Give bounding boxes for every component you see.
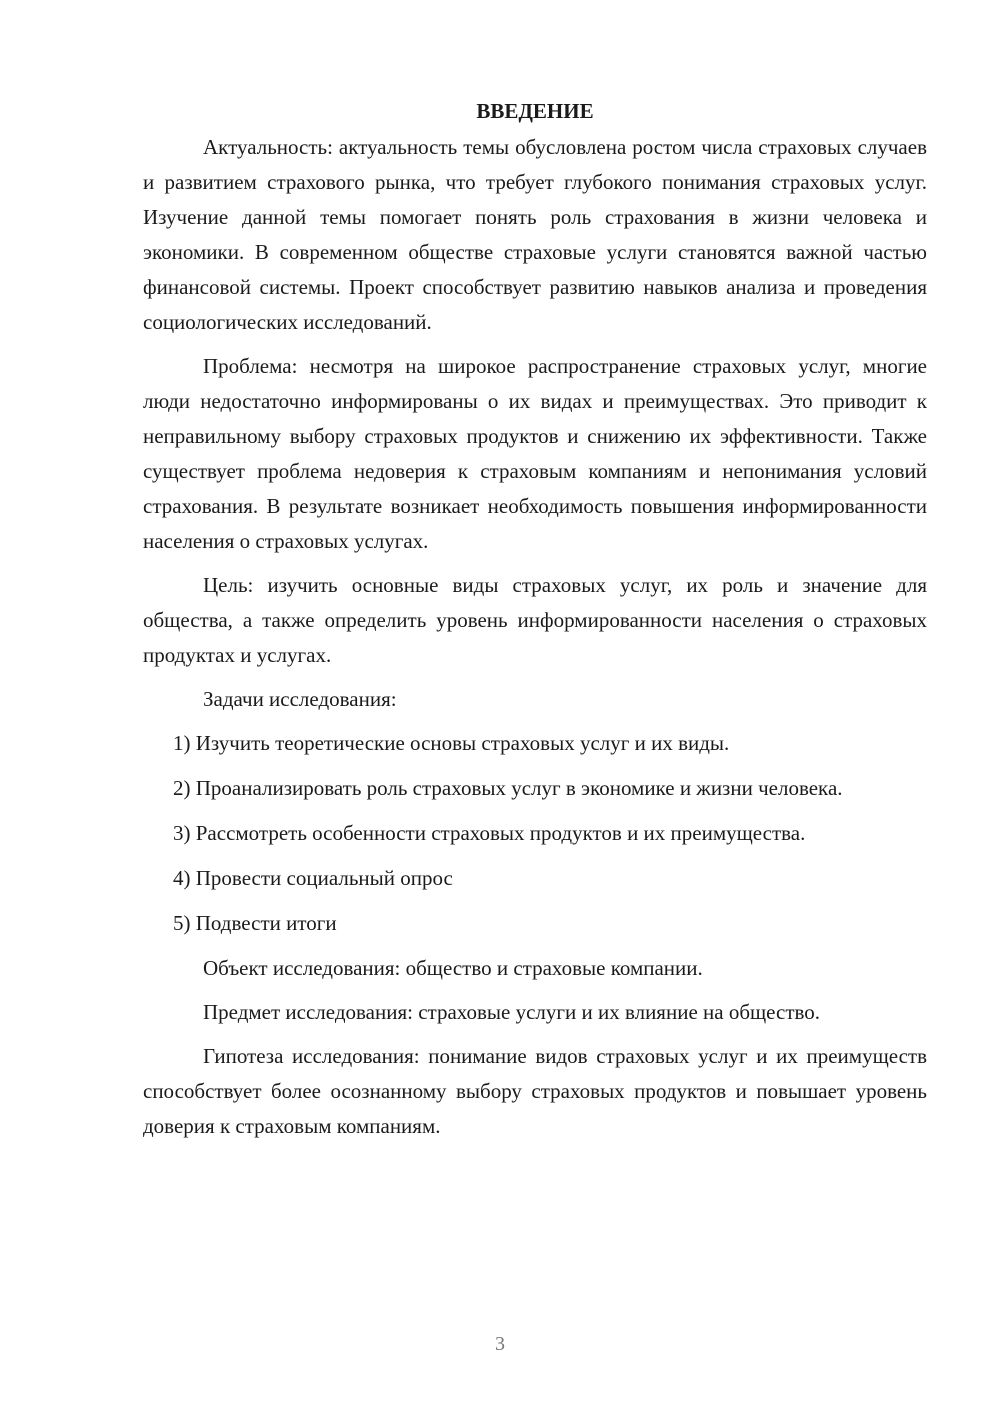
task-item-2: 2) Проанализировать роль страховых услуг в экономике и жизни человека. [173, 776, 843, 800]
goal-paragraph: Цель: изучить основные виды страховых услуг, их роль и значение для общества, а также определить уровень информированности населения о страховых продуктах и услугах. [143, 573, 927, 667]
document-page [143, 96, 927, 1153]
task-item-5: 5) Подвести итоги [173, 911, 337, 935]
task-item-4: 4) Провести социальный опрос [173, 866, 453, 890]
relevance-paragraph: Актуальность: актуальность темы обусловлена ростом числа страховых случаев и развитием страхового рынка, что требует глубокого понимания страховых услуг. Изучение данной темы помогает понять роль страхования в жизни человека и экономики. В современном обществе страховые услуги становятся важной частью финансовой системы. Проект способствует развитию навыков анализа и проведения социологических исследований. [143, 135, 927, 334]
tasks-heading: Задачи исследования: [203, 687, 397, 711]
subject-paragraph: Предмет исследования: страховые услуги и их влияние на общество. [203, 1000, 821, 1024]
task-item-1: 1) Изучить теоретические основы страховых услуг и их виды. [173, 731, 730, 755]
object-paragraph: Объект исследования: общество и страховые компании. [203, 956, 703, 980]
page-title: ВВЕДЕНИЕ [476, 99, 594, 123]
page-number: 3 [495, 1333, 505, 1355]
task-item-3: 3) Рассмотреть особенности страховых продуктов и их преимущества. [173, 821, 806, 845]
hypothesis-paragraph: Гипотеза исследования: понимание видов страховых услуг и их преимуществ способствует более осознанному выбору страховых продуктов и повышает уровень доверия к страховым компаниям. [143, 1044, 927, 1138]
problem-paragraph: Проблема: несмотря на широкое распространение страховых услуг, многие люди недостаточно информированы о их видах и преимуществах. Это приводит к неправильному выбору страховых продуктов и снижению их эффективности. Также существует проблема недоверия к страховым компаниям и непонимания условий страхования. В результате возникает необходимость повышения информированности населения о страховых услугах. [143, 354, 927, 553]
